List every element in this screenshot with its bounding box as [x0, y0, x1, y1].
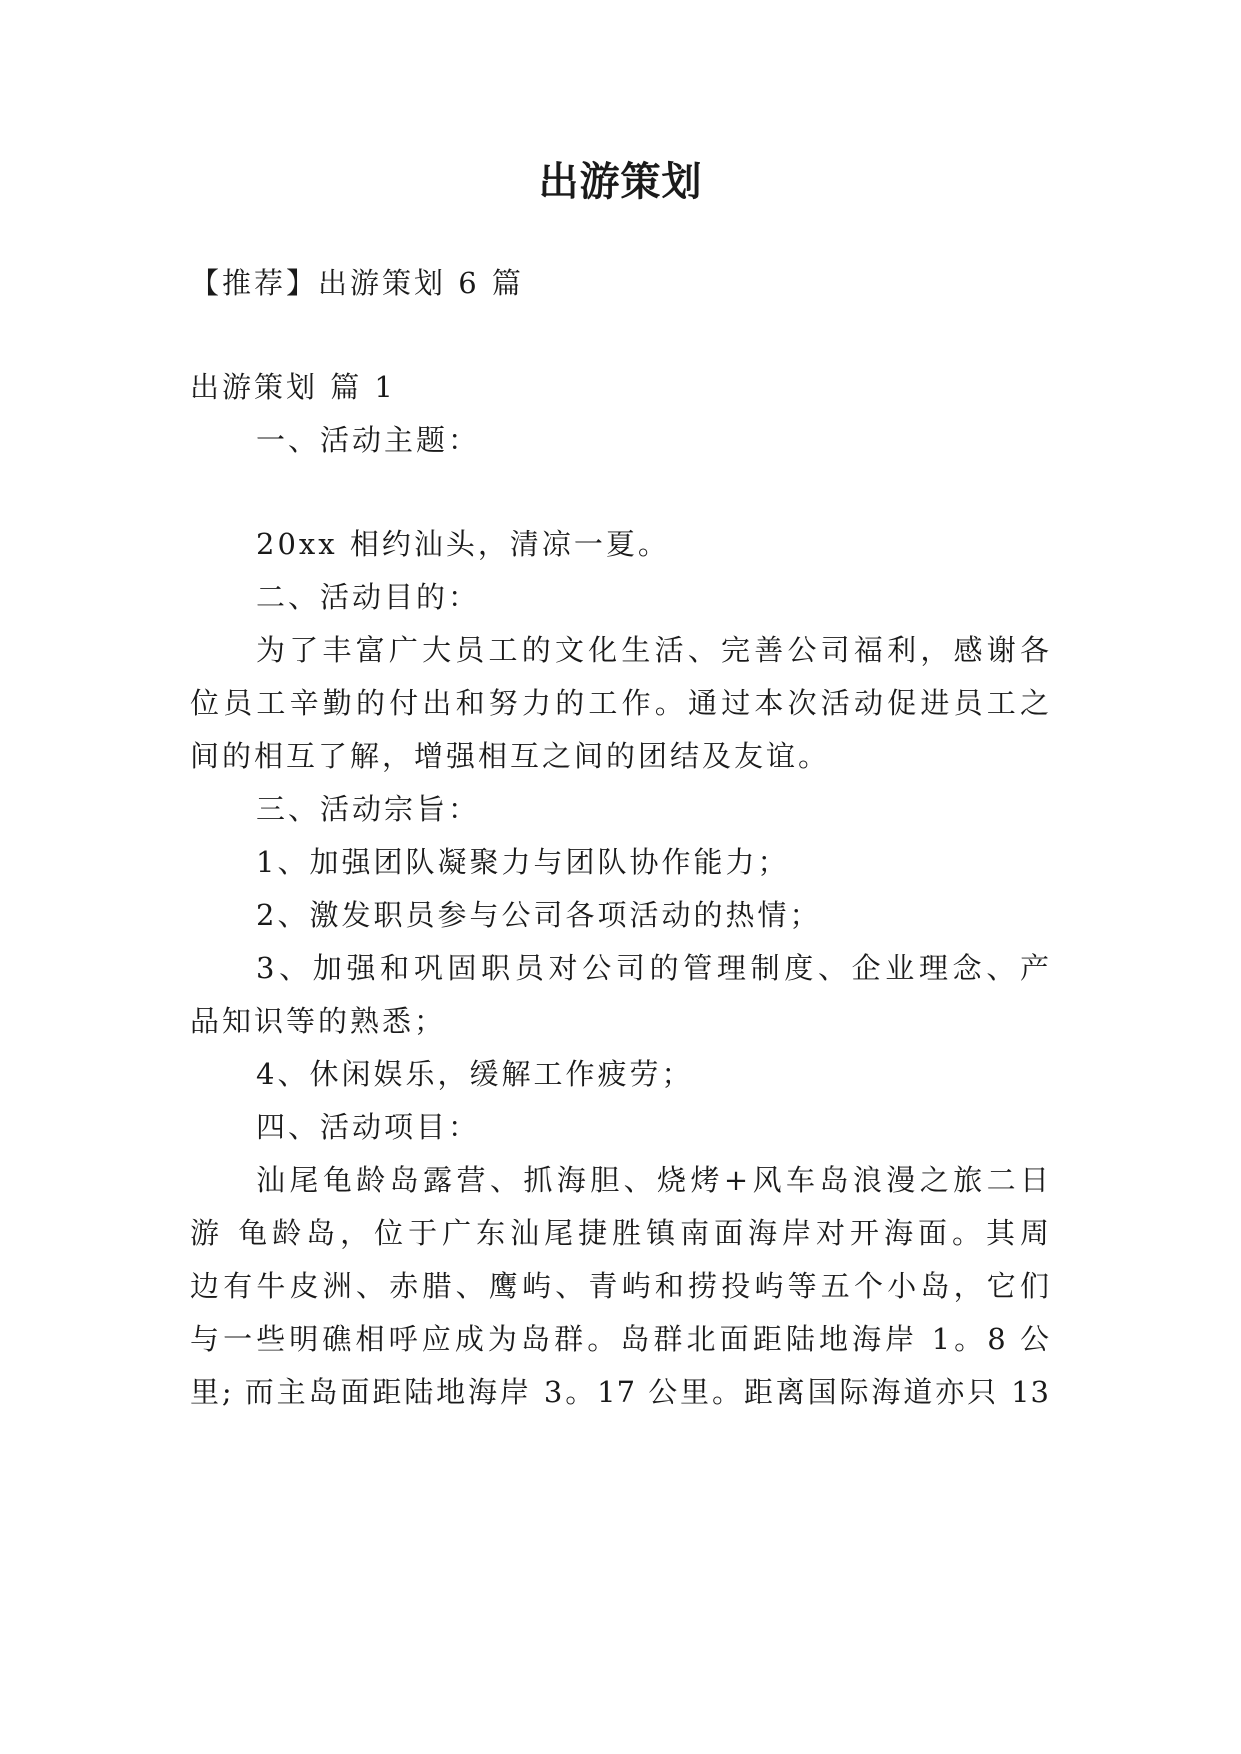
heading-activity-items: 四、活动项目：: [256, 1110, 481, 1144]
list-item: 3、加强和巩固职员对公司的管理制度、企业理念、产: [256, 951, 1050, 985]
heading-activity-purpose: 二、活动目的：: [256, 580, 481, 614]
paragraph-line: 游 龟龄岛，位于广东汕尾捷胜镇南面海岸对开海面。其周: [190, 1216, 1050, 1250]
paragraph-line: 20xx 相约汕头，清凉一夏。: [256, 527, 670, 561]
paragraph-line: 边有牛皮洲、赤腊、鹰屿、青屿和捞投屿等五个小岛，它们: [190, 1269, 1050, 1303]
section-heading: 出游策划 篇 1: [190, 370, 396, 404]
paragraph-line: 为了丰富广大员工的文化生活、完善公司福利，感谢各: [256, 633, 1050, 667]
paragraph-line: 品知识等的熟悉；: [190, 1004, 447, 1038]
heading-activity-theme: 一、活动主题：: [256, 423, 481, 457]
heading-activity-aim: 三、活动宗旨：: [256, 792, 481, 826]
list-item: 1、加强团队凝聚力与团队协作能力；: [256, 845, 790, 879]
list-item: 2、激发职员参与公司各项活动的热情；: [256, 898, 822, 932]
list-item: 4、休闲娱乐，缓解工作疲劳；: [256, 1057, 694, 1091]
paragraph-line: 间的相互了解，增强相互之间的团结及友谊。: [190, 739, 831, 773]
paragraph-line: 汕尾龟龄岛露营、抓海胆、烧烤+风车岛浪漫之旅二日: [256, 1163, 1050, 1197]
paragraph-line: 位员工辛勤的付出和努力的工作。通过本次活动促进员工之: [190, 686, 1050, 720]
paragraph-line: 里; 而主岛面距陆地海岸 3。17 公里。距离国际海道亦只 13: [190, 1375, 1050, 1409]
document-title: 出游策划: [538, 158, 703, 205]
paragraph-line: 与一些明礁相呼应成为岛群。岛群北面距陆地海岸 1。8 公: [190, 1322, 1050, 1356]
document-subtitle: 【推荐】出游策划 6 篇: [190, 266, 524, 300]
